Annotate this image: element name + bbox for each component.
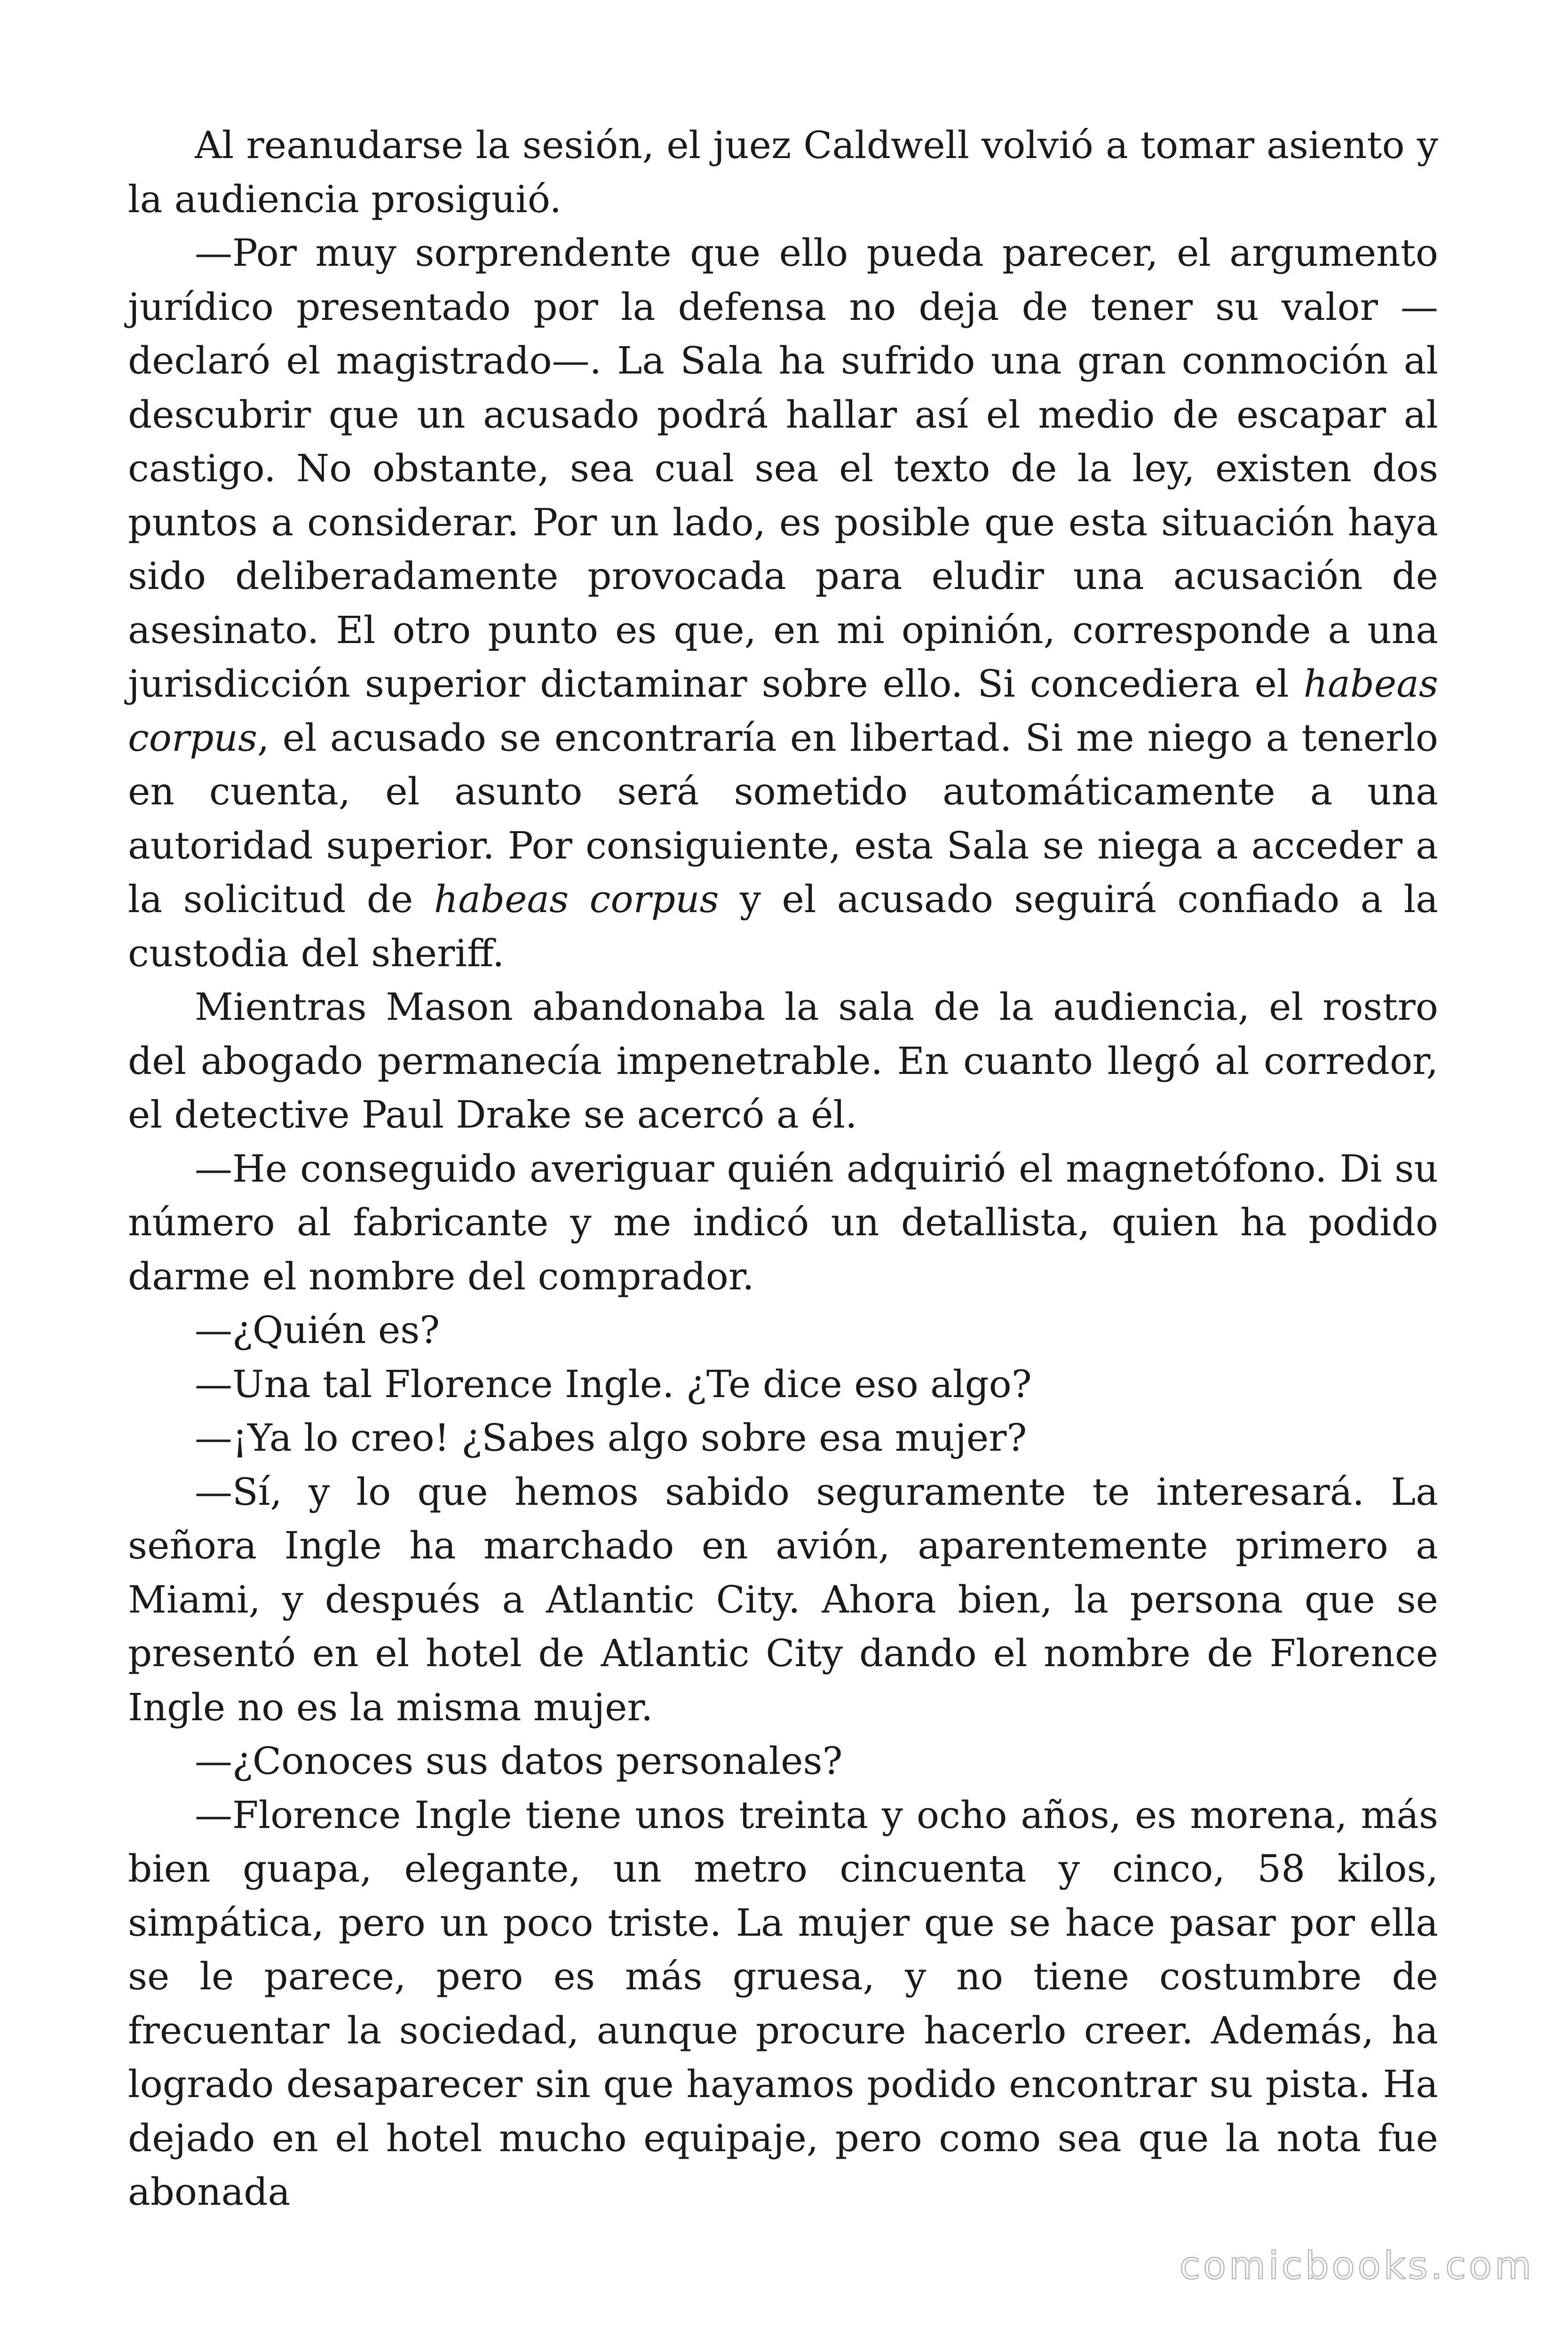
text-run: —He conseguido averiguar quién adquirió el magnetófono. Di su número al fabricante y me indicó un detallista, quien ha podido darme el nombre del comprador. xyxy=(128,1146,1438,1298)
italic-phrase: habeas corpus xyxy=(128,662,1438,760)
text-run: Al reanudarse la sesión, el juez Caldwell volvió a tomar asiento y la audiencia prosiguió. xyxy=(128,123,1438,221)
paragraph xyxy=(128,1303,1438,1358)
text-run: Mientras Mason abandonaba la sala de la audiencia, el rostro del abogado permanecía impenetrable. En cuanto llegó al corredor, el detective Paul Drake se acercó a él. xyxy=(128,985,1438,1136)
text-run: —Sí, y lo que hemos sabido seguramente te interesará. La señora Ingle ha marchado en avión, aparentemente primero a Miami, y después a Atlantic City. Ahora bien, la persona que se presentó en el hotel de Atlantic City dando el nombre de Florence Ingle no es la misma mujer. xyxy=(128,1470,1438,1729)
text-run: —Por muy sorprendente que ello pueda parecer, el argumento jurídico presentado por la defensa no deja de tener su valor —declaró el magistrado—. La Sala ha sufrido una gran conmoción al descubrir que un acusado podrá hallar así el medio de escapar al castigo. No obstante, sea cual sea el texto de la ley, existen dos puntos a considerar. Por un lado, es posible que esta situación haya sido deliberadamente provocada para eludir una acusación de asesinato. El otro punto es que, en mi opinión, corresponde a una jurisdicción superior dictaminar sobre ello. Si concediera el xyxy=(128,231,1438,706)
text-run: —¿Quién es? xyxy=(195,1308,440,1352)
text-run: —¿Conoces sus datos personales? xyxy=(195,1739,843,1783)
body-text xyxy=(128,119,1438,2219)
paragraph xyxy=(128,119,1438,226)
text-run: —Una tal Florence Ingle. ¿Te dice eso algo? xyxy=(195,1362,1032,1406)
paragraph xyxy=(128,1465,1438,1735)
text-run: —Florence Ingle tiene unos treinta y ocho años, es morena, más bien guapa, elegante, un metro cincuenta y cinco, 58 kilos, simpática, pero un poco triste. La mujer que se hace pasar por ella se le parece, pero es más gruesa, y no tiene costumbre de frecuentar la sociedad, aunque procure hacerlo creer. Además, ha logrado desaparecer sin que hayamos podido encontrar su pista. Ha dejado en el hotel mucho equipaje, pero como sea que la nota fue abonada xyxy=(128,1793,1438,2214)
paragraph xyxy=(128,1788,1438,2219)
text-run: y el acusado seguirá confiado a la custodia del sheriff. xyxy=(128,877,1439,975)
text-run: , el acusado se encontraría en libertad. Si me niego a tenerlo en cuenta, el asunto será sometido automáticamente a una autoridad superior. Por consiguiente, esta Sala se niega a acceder a la solicitud de xyxy=(128,715,1438,921)
paragraph xyxy=(128,1142,1438,1304)
paragraph xyxy=(128,1358,1438,1412)
paragraph xyxy=(128,1734,1438,1788)
paragraph xyxy=(128,980,1438,1142)
italic-phrase: habeas corpus xyxy=(434,877,719,921)
paragraph xyxy=(128,226,1438,980)
site-watermark: comicbooks.com xyxy=(1179,2244,1534,2288)
paragraph xyxy=(128,1411,1438,1465)
text-run: —¡Ya lo creo! ¿Sabes algo sobre esa mujer? xyxy=(195,1416,1027,1460)
